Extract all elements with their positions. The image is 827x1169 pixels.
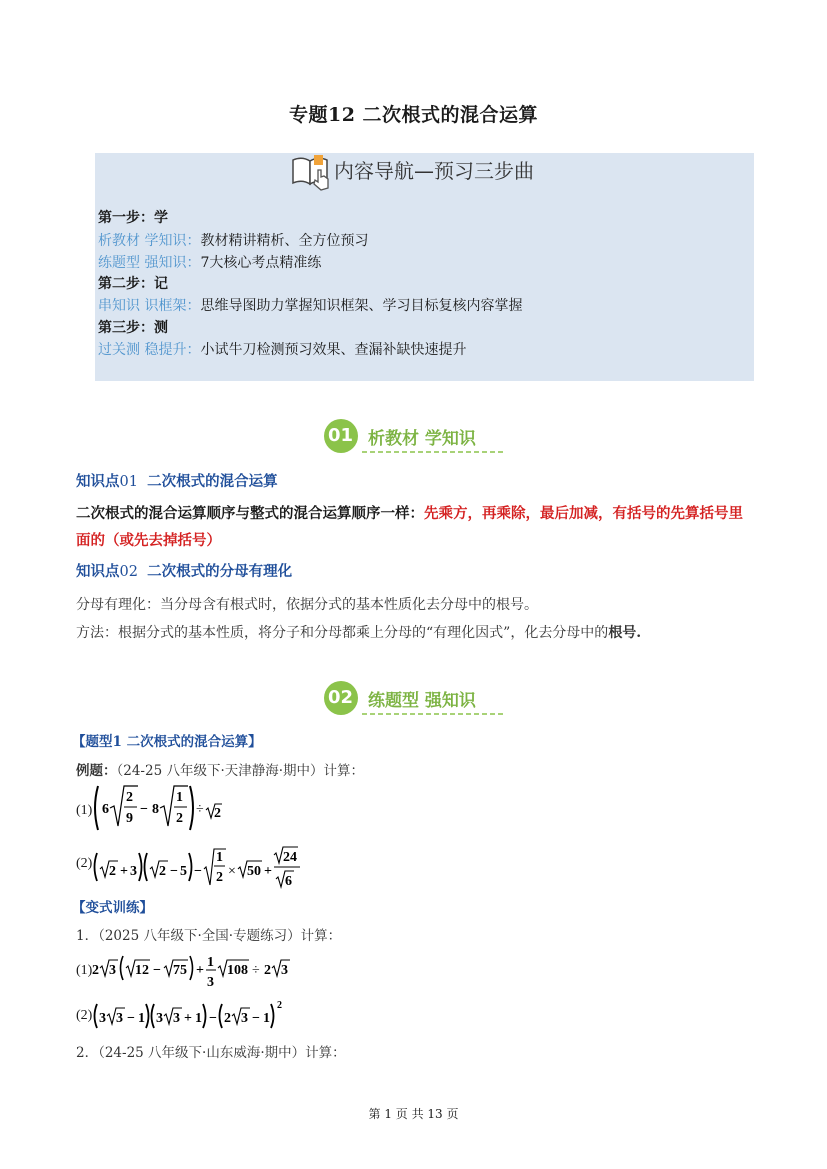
step-text: 思维导图助力掌握知识框架、学习目标复核内容掌握 [200, 298, 523, 314]
math-number: 2 [109, 864, 116, 879]
question-type-heading: 【题型1 二次根式的混合运算】 [72, 734, 262, 750]
example-q1-label: (1) [76, 803, 93, 818]
math-number: 3 [109, 963, 116, 978]
math-number: 1 [195, 1011, 202, 1026]
svg-text:+: + [264, 864, 272, 879]
section-number: 01 [328, 425, 354, 446]
math-number: 3 [241, 1011, 248, 1026]
svg-text:−: − [140, 802, 148, 817]
svg-text:+: + [120, 864, 128, 879]
math-number: 3 [156, 1011, 163, 1026]
math-number: 3 [207, 975, 214, 990]
math-exponent: 2 [277, 1000, 282, 1011]
knowledge-point-01-rule-cont: 面的（或先去掉括号） [76, 532, 221, 549]
math-number: 1 [138, 1011, 145, 1026]
svg-text:×: × [228, 864, 236, 879]
math-number: 3 [173, 1011, 180, 1026]
math-number: 3 [99, 1011, 106, 1026]
step-1-item-2 [98, 252, 321, 272]
math-number: 2 [224, 1011, 231, 1026]
step-text: 7大核心考点精准练 [200, 255, 322, 271]
math-number: 1 [216, 850, 223, 865]
svg-text:−: − [153, 963, 161, 978]
svg-text:−: − [209, 1011, 217, 1026]
step-2-label: 第二步：记 [98, 276, 168, 292]
step-3-item-1 [98, 339, 466, 359]
svg-text:+: + [184, 1011, 192, 1026]
math-number: 5 [180, 864, 187, 879]
example-line: 例题：（24-25 八年级下·天津静海·期中）计算： [76, 763, 365, 779]
math-number: 2 [214, 806, 221, 821]
math-expression-practice-1-1 [92, 948, 302, 994]
svg-text:÷: ÷ [252, 963, 260, 978]
section-title: 练题型 强知识 [368, 691, 476, 711]
step-2-item-1 [98, 295, 522, 315]
svg-text:−: − [127, 1011, 135, 1026]
svg-text:÷: ÷ [196, 802, 204, 817]
example-q2-label: (2) [76, 856, 93, 871]
svg-text:+: + [196, 963, 204, 978]
step-3-label: 第三步：测 [98, 320, 168, 336]
step-tag: 练题型 强知识： [98, 255, 201, 271]
practice-q2-label: (2) [76, 1008, 93, 1023]
math-number: 1 [263, 1011, 270, 1026]
math-number: 3 [116, 1011, 123, 1026]
page-title: 专题12 二次根式的混合运算 [288, 104, 539, 126]
knowledge-point-01-heading: 知识点01 二次根式的混合运算 [76, 473, 278, 490]
math-expression-example-2 [92, 843, 312, 889]
math-number: 6 [285, 874, 292, 889]
math-number: 2 [126, 790, 133, 805]
knowledge-point-02-heading: 知识点02 二次根式的分母有理化 [76, 563, 293, 580]
step-text: 小试牛刀检测预习效果、查漏补缺快速提升 [200, 342, 467, 358]
practice-question-1: 1．（2025 八年级下·全国·专题练习）计算： [76, 928, 342, 944]
svg-text:−: − [170, 864, 178, 879]
step-tag: 串知识 识框架： [98, 298, 201, 314]
nav-header: 内容导航—预习三步曲 [334, 159, 534, 183]
math-number: 6 [102, 802, 109, 817]
practice-heading: 【变式训练】 [72, 900, 153, 916]
math-expression-example-1 [92, 780, 222, 836]
step-1-item-1 [98, 230, 368, 250]
math-number: 1 [176, 790, 183, 805]
svg-text:−: − [194, 864, 202, 879]
math-number: 2 [216, 870, 223, 885]
svg-text:−: − [252, 1011, 260, 1026]
math-number: 50 [247, 864, 261, 879]
practice-q1-label: (1) [76, 963, 93, 978]
math-number: 12 [135, 963, 149, 978]
knowledge-point-02-method: 方法：根据分式的基本性质，将分子和分母都乘上分母的“有理化因式”，化去分母中的根号. [76, 625, 642, 641]
math-number: 3 [130, 864, 137, 879]
math-number: 2 [159, 864, 166, 879]
book-pointer-icon [290, 152, 332, 192]
math-expression-practice-1-2 [92, 996, 292, 1036]
math-number: 108 [227, 963, 248, 978]
step-1-label: 第一步：学 [98, 210, 168, 226]
math-number: 24 [283, 850, 297, 865]
math-number: 8 [152, 802, 159, 817]
step-text: 教材精讲精析、全方位预习 [200, 233, 369, 249]
knowledge-point-02-definition: 分母有理化：当分母含有根式时，依据分式的基本性质化去分母中的根号。 [76, 597, 538, 613]
math-number: 75 [173, 963, 187, 978]
step-tag: 析教材 学知识： [98, 233, 201, 249]
section-number: 02 [328, 687, 354, 708]
math-number: 3 [281, 963, 288, 978]
step-tag: 过关测 稳提升： [98, 342, 201, 358]
knowledge-point-01-rule: 二次根式的混合运算顺序与整式的混合运算顺序一样：先乘方，再乘除，最后加减，有括号的先算括号里 [76, 505, 743, 522]
math-number: 2 [264, 963, 271, 978]
section-title: 析教材 学知识 [368, 429, 476, 449]
math-number: 9 [126, 811, 133, 826]
page-footer: 第 1 页 共 13 页 [368, 1107, 459, 1121]
math-number: 1 [207, 955, 214, 970]
math-number: 2 [176, 811, 183, 826]
practice-question-2: 2．（24-25 八年级下·山东威海·期中）计算： [76, 1045, 346, 1061]
math-number: 2 [92, 963, 99, 978]
